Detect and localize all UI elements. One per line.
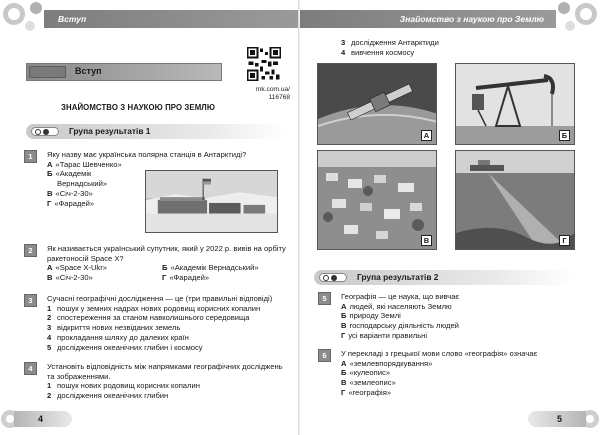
section-title-bar — [26, 63, 222, 81]
question-6 — [341, 349, 586, 398]
page-number: 4 — [14, 411, 72, 427]
photo-g-ship-sonar[interactable] — [455, 150, 575, 250]
option[interactable]: Б «Академік — [47, 169, 92, 179]
photo-b-oil-pump[interactable] — [455, 63, 575, 145]
question-stem: Сучасні географічні дослідження — це (три правильні відповіді) — [47, 294, 273, 303]
qr-link[interactable]: rnk.com.ua/ 116768 — [255, 86, 290, 102]
qr-code-icon[interactable] — [247, 47, 281, 81]
photo-label: А — [421, 130, 432, 141]
option[interactable]: В «Січ-2-30» — [47, 188, 93, 198]
question-4-continued — [341, 38, 541, 57]
option[interactable]: В «землеопис» — [341, 378, 396, 388]
option[interactable]: В господарську діяльність людей — [341, 321, 459, 331]
question-4 — [47, 362, 287, 401]
option[interactable]: А «землевпорядкування» — [341, 358, 433, 368]
question-2-options-left — [47, 263, 147, 282]
option[interactable]: Г «географія» — [341, 387, 392, 397]
oil-pump-image — [456, 64, 575, 145]
group-results-1-bar — [26, 124, 286, 139]
photo-label: В — [421, 235, 432, 246]
answer-item[interactable]: 4 вивчення космосу — [341, 47, 415, 57]
decorative-circles-icon — [548, 0, 600, 40]
question-number-2: 2 — [24, 244, 37, 257]
photo-label: Г — [559, 235, 570, 246]
question-number-1: 1 — [24, 150, 37, 163]
question-2 — [47, 244, 287, 263]
answer-item[interactable]: 4 прокладання шляху до далеких країн — [47, 332, 189, 342]
option[interactable]: Г «Фарадей» — [47, 198, 95, 208]
question-stem: Як називається український супутник, який у 2022 р. вивів на орбіту ракетоносій Space X? — [47, 244, 286, 263]
question-number-5: 5 — [318, 292, 331, 305]
ship-sonar-image — [456, 151, 575, 250]
option[interactable]: Г усі варіанти правильні — [341, 330, 428, 340]
question-number-4: 4 — [24, 362, 37, 375]
option[interactable]: Б природу Землі — [341, 311, 401, 321]
question-number-6: 6 — [318, 349, 331, 362]
option[interactable]: Б «кулеопис» — [341, 368, 390, 378]
photo-a-satellite[interactable] — [317, 63, 437, 145]
toggle-icon — [31, 127, 59, 136]
option[interactable]: В «Січ-2-30» — [47, 272, 93, 282]
question-stem: Географія — це наука, що вивчає — [341, 292, 460, 301]
answer-item[interactable]: 2 дослідження океанічних глибин — [47, 391, 169, 401]
answer-item[interactable]: 2 спостереження за станом навколишнього середовища — [47, 313, 250, 323]
group-results-2-bar — [314, 270, 574, 285]
running-head: Знайомство з наукою про Землю — [300, 10, 556, 28]
satellite-image — [318, 64, 437, 145]
option-continued: Вернадський» — [57, 179, 108, 189]
question-number-3: 3 — [24, 294, 37, 307]
option[interactable]: А людей, які населяють Землю — [341, 301, 452, 311]
section-title: Вступ — [75, 66, 102, 76]
answer-item[interactable]: 5 дослідження океанічних глибин і космосу — [47, 342, 203, 352]
group-label: Група результатів 1 — [69, 126, 151, 136]
answer-item[interactable]: 3 відкриття нових незвіданих земель — [47, 323, 181, 333]
question-stem: У перекладі з грецької мови слово «географія» означає — [341, 349, 538, 358]
option[interactable]: А «Space X-Ukr» — [47, 263, 107, 272]
option[interactable]: Б «Академік Вернадський» — [162, 263, 259, 272]
answer-item[interactable]: 1 пошук нових родовищ корисних копалин — [47, 381, 200, 391]
question-2-options-right — [162, 263, 287, 282]
running-head: Вступ — [44, 10, 300, 28]
answer-item[interactable]: 1 пошук у земних надрах нових родовищ корисних копалин — [47, 303, 261, 313]
topic-heading: ЗНАЙОМСТВО З НАУКОЮ ПРО ЗЕМЛЮ — [61, 103, 215, 112]
option[interactable]: А «Тарас Шевченко» — [47, 159, 122, 169]
antarctic-station-photo — [145, 170, 278, 233]
question-5 — [341, 292, 581, 341]
toggle-icon — [319, 273, 347, 282]
question-stem: Яку назву має українська полярна станція в Антарктиді? — [47, 150, 247, 159]
flooded-town-image — [318, 151, 437, 250]
group-label: Група результатів 2 — [357, 272, 439, 282]
photo-label: Б — [559, 130, 570, 141]
page-number: 5 — [528, 411, 586, 427]
answer-item[interactable]: 3 дослідження Антарктиди — [341, 38, 439, 47]
question-3 — [47, 294, 292, 352]
option[interactable]: Г «Фарадей» — [162, 272, 210, 282]
photo-v-flooded-town[interactable] — [317, 150, 437, 250]
right-page — [300, 0, 600, 435]
question-stem: Установіть відповідність між напрямками географічних досліджень та зображеннями. — [47, 362, 283, 381]
